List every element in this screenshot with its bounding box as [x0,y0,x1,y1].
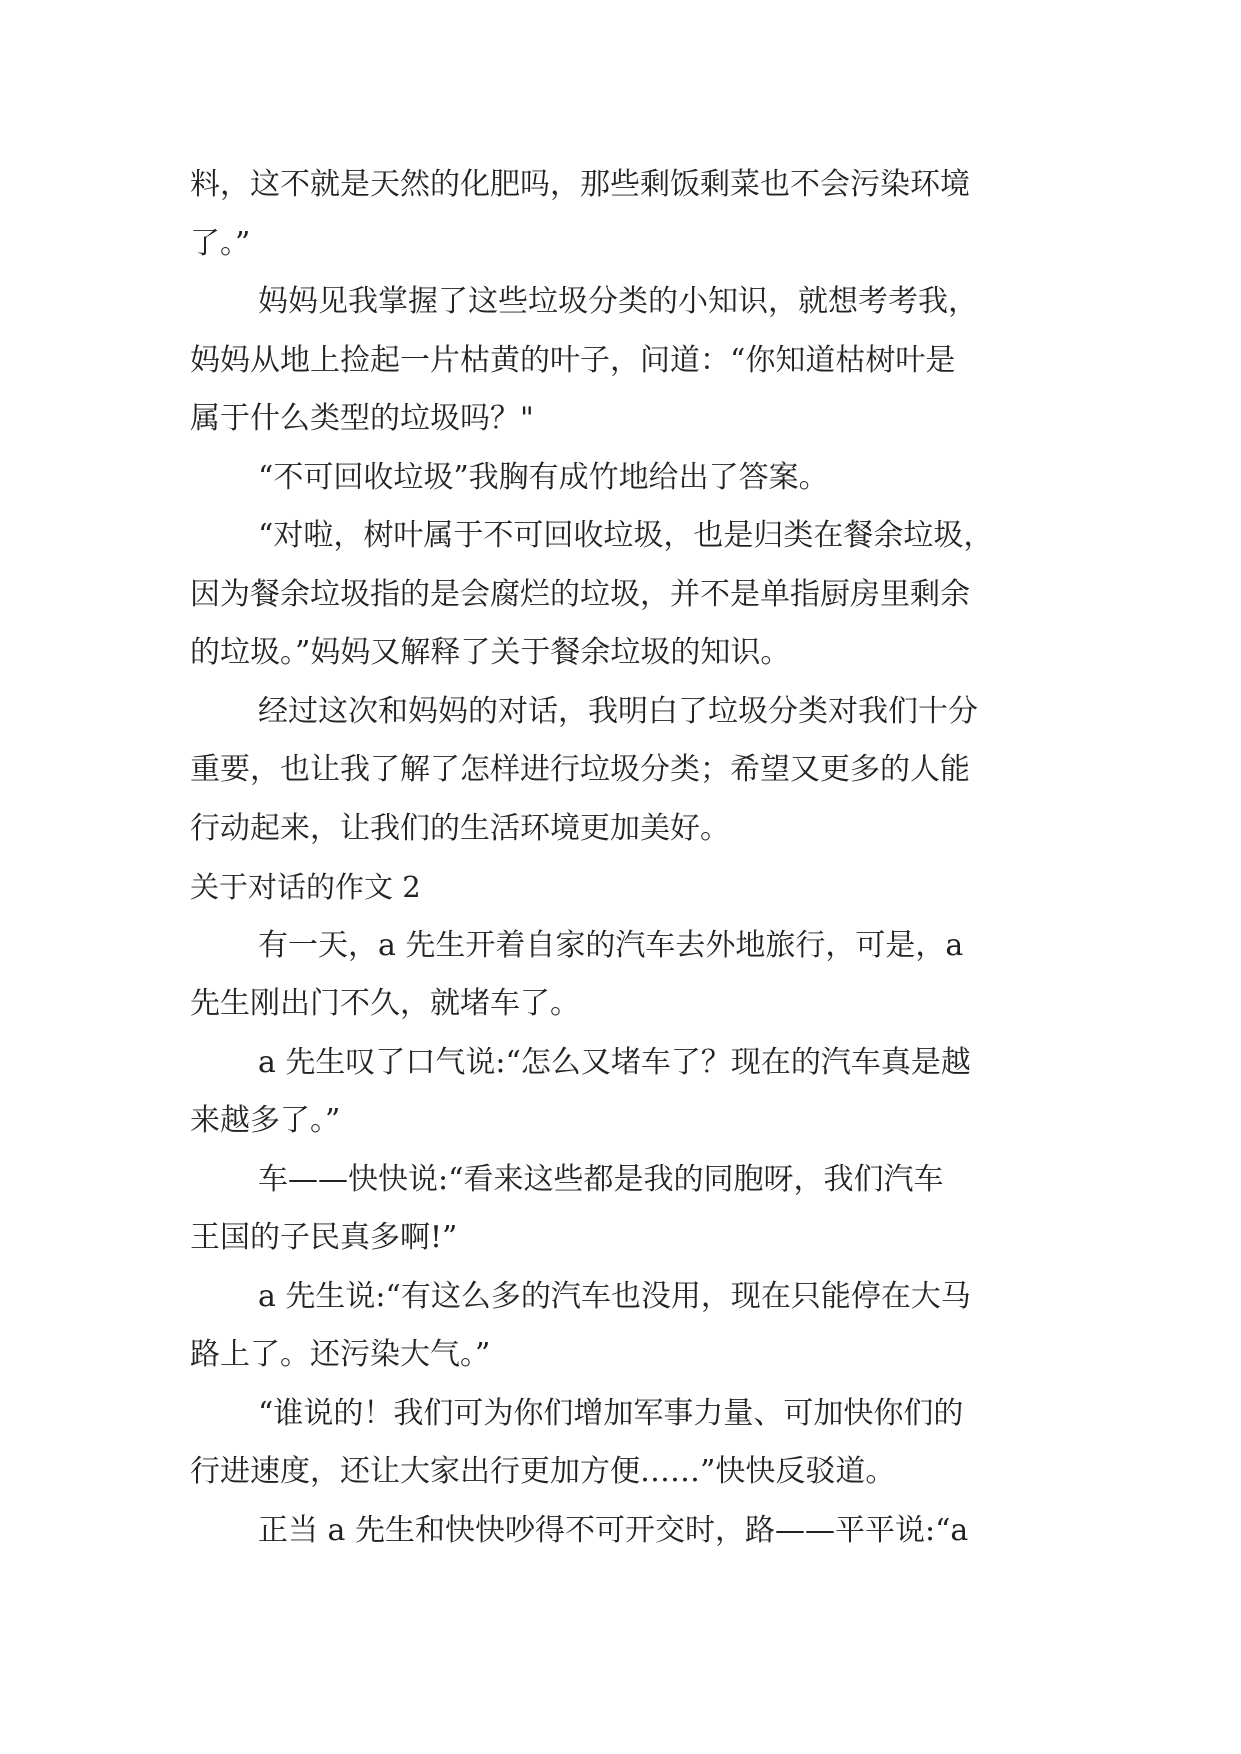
text-line: 有一天，a 先生开着自家的汽车去外地旅行，可是，a [258,927,964,963]
section-heading: 关于对话的作文 2 [190,870,421,904]
text-line: 经过这次和妈妈的对话，我明白了垃圾分类对我们十分 [258,693,978,729]
text-line: “谁说的！我们可为你们增加军事力量、可加快你们的 [258,1395,964,1431]
text-line: a 先生叹了口气说:“怎么又堵车了？现在的汽车真是越 [258,1044,971,1080]
text-line: 的垃圾。”妈妈又解释了关于餐余垃圾的知识。 [190,635,791,670]
text-line: a 先生说:“有这么多的汽车也没用，现在只能停在大马 [258,1278,971,1314]
text-line: 路上了。还污染大气。” [190,1337,491,1372]
text-line: 重要，也让我了解了怎样进行垃圾分类；希望又更多的人能 [190,752,970,787]
text-line: 行进速度，还让大家出行更加方便……”快快反驳道。 [190,1454,896,1489]
text-line: 王国的子民真多啊!” [190,1220,458,1255]
text-line: 车——快快说:“看来这些都是我的同胞呀，我们汽车 [258,1161,944,1197]
text-line: 料，这不就是天然的化肥吗，那些剩饭剩菜也不会污染环境 [190,167,970,202]
text-line: “不可回收垃圾”我胸有成竹地给出了答案。 [258,459,829,495]
text-line: 先生刚出门不久，就堵车了。 [190,986,580,1021]
text-line: 因为餐余垃圾指的是会腐烂的垃圾，并不是单指厨房里剩余 [190,576,970,612]
text-line: 属于什么类型的垃圾吗？" [190,401,534,436]
text-line: 行动起来，让我们的生活环境更加美好。 [190,810,730,846]
text-line: 妈妈从地上捡起一片枯黄的叶子，问道：“你知道枯树叶是 [190,342,956,378]
document-body [190,156,1090,1560]
text-line: “对啦，树叶属于不可回收垃圾，也是归类在餐余垃圾， [258,518,994,553]
text-line: 来越多了。” [190,1103,341,1138]
text-line: 妈妈见我掌握了这些垃圾分类的小知识，就想考考我， [258,284,978,319]
text-line: 了。” [190,225,251,261]
text-line: 正当 a 先生和快快吵得不可开交时，路——平平说:“a [258,1512,969,1548]
